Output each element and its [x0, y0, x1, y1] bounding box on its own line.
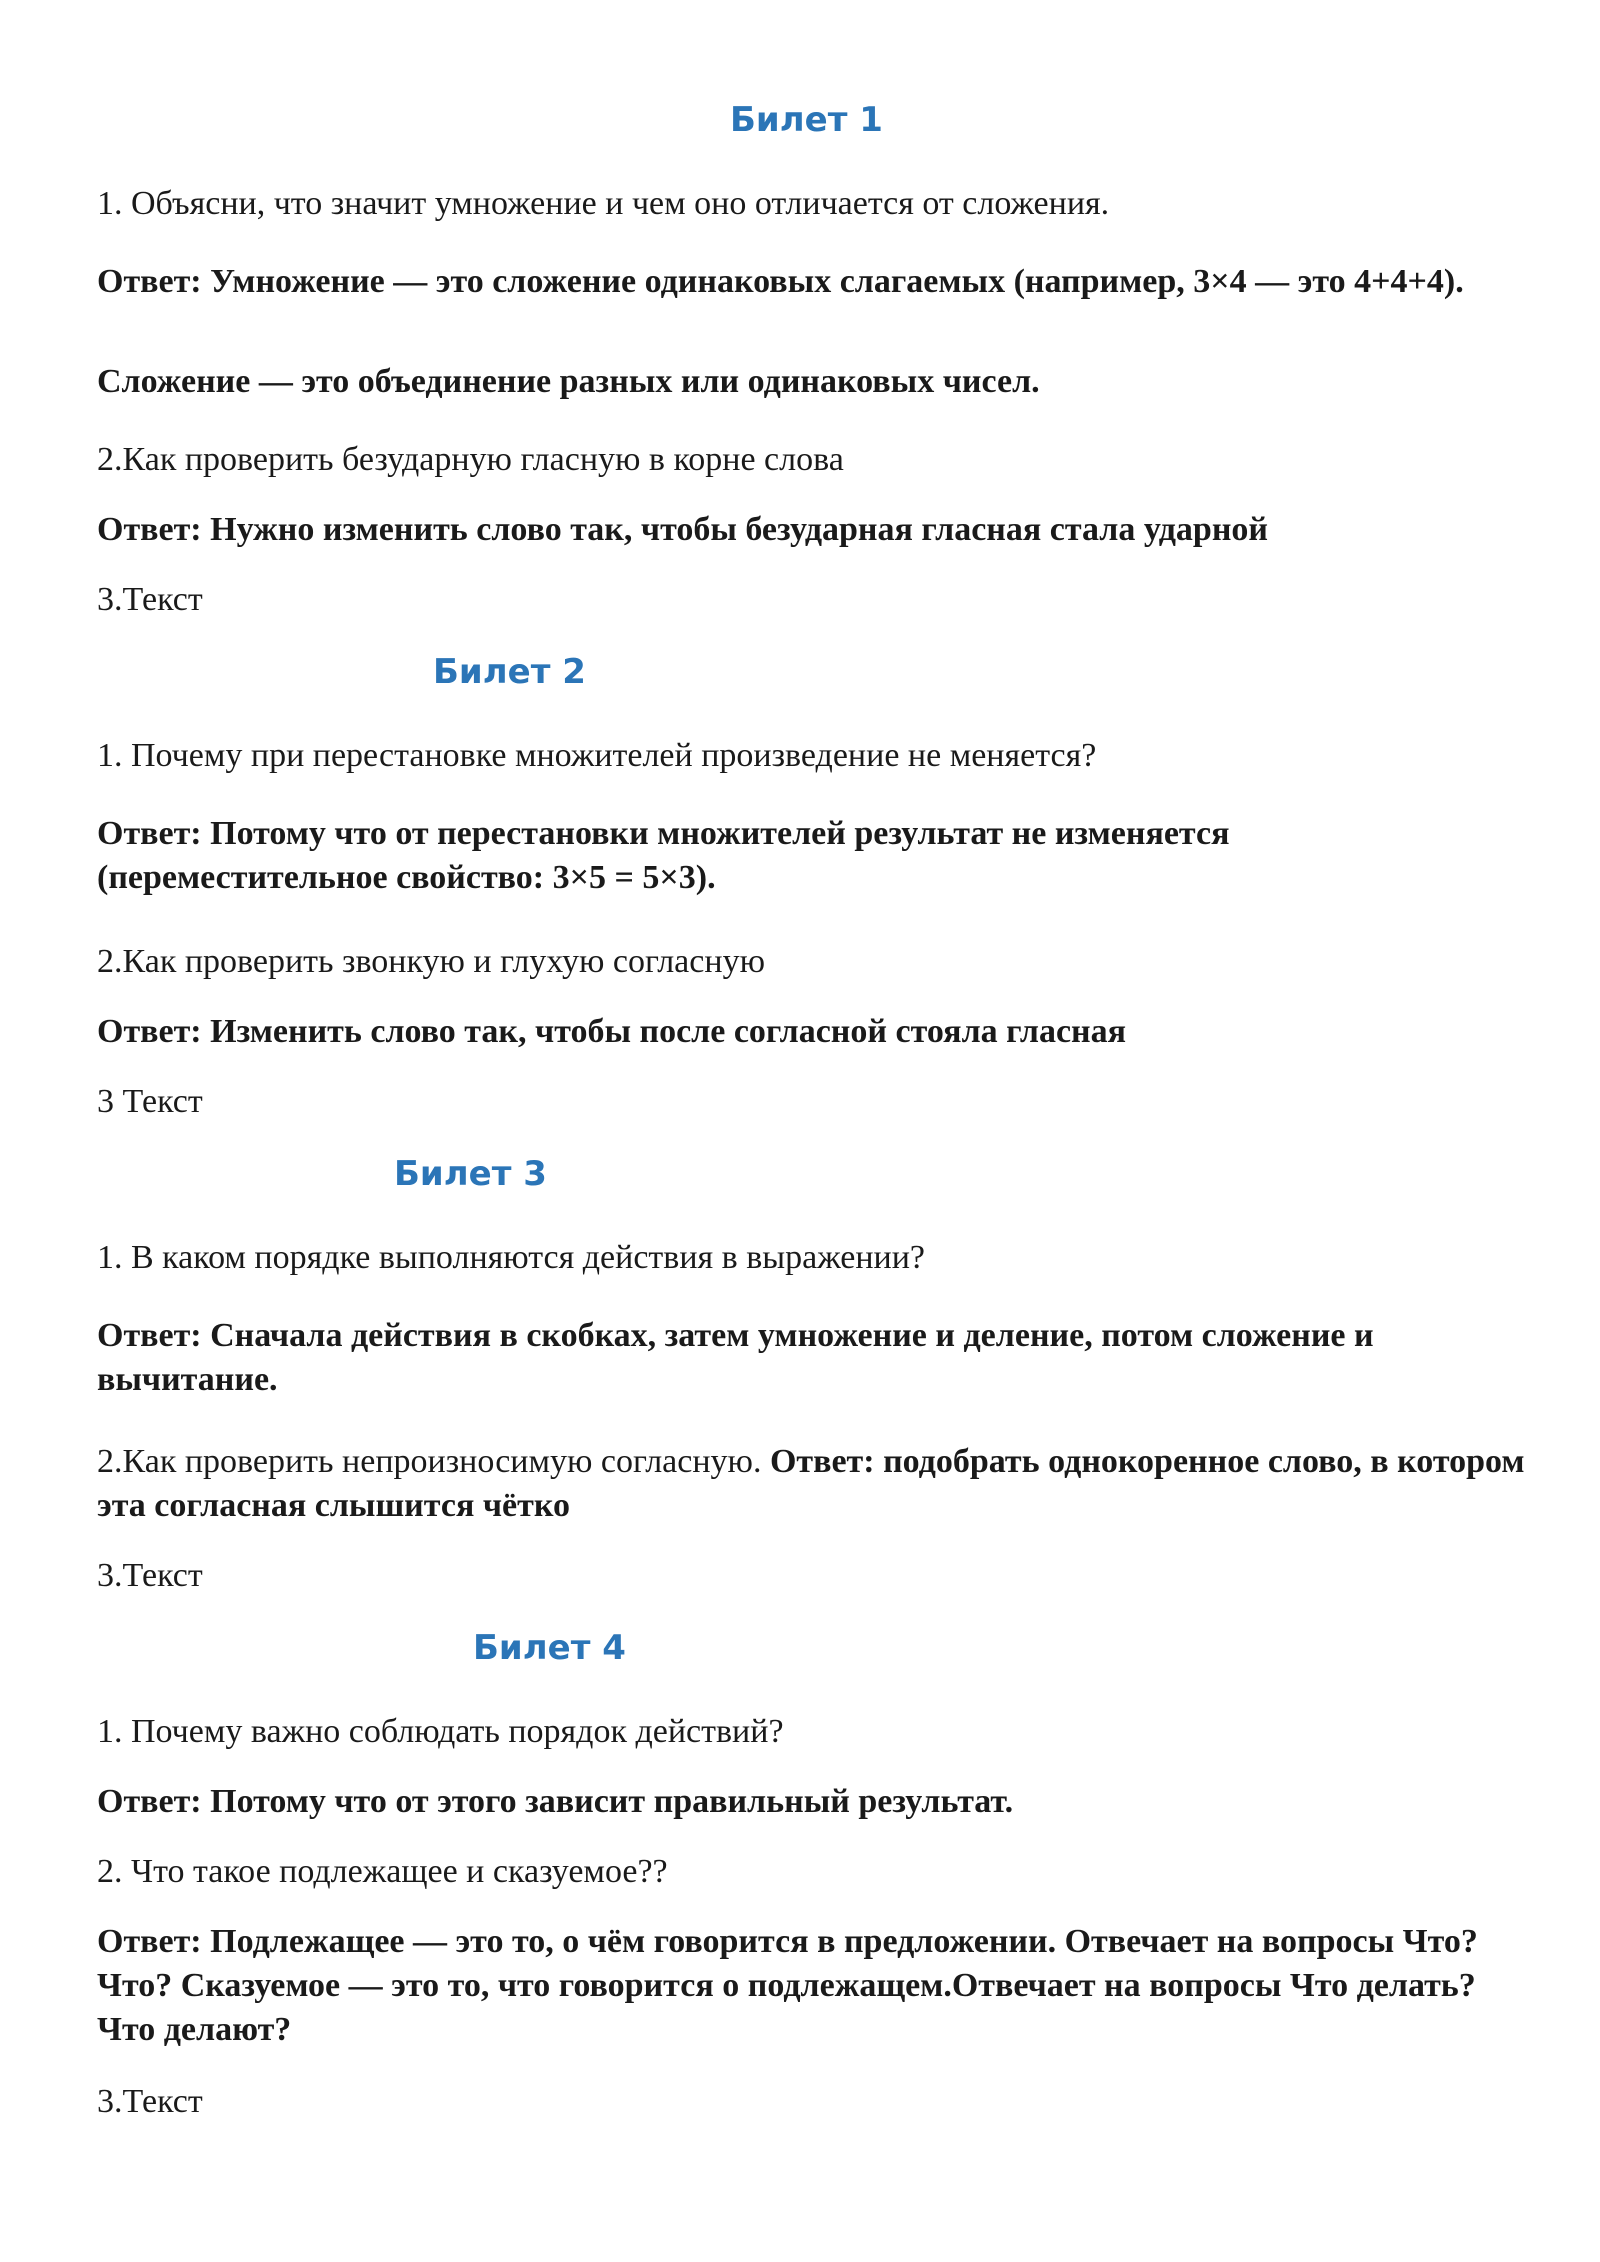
ticket-3-title: Билет 3: [394, 1154, 547, 1194]
ticket-4-question-1: 1. Почему важно соблюдать порядок действий?: [97, 1713, 784, 1750]
ticket-4-question-3: 3.Текст: [97, 2083, 203, 2120]
ticket-3-question-2-block: [97, 1440, 1537, 1528]
ticket-3-answer-2: Ответ: подобрать однокоренное слово, в котором эта согласная слышится чётко: [97, 1443, 1525, 1524]
ticket-4-title: Билет 4: [473, 1628, 626, 1668]
ticket-2-answer-1: Ответ: Потому что от перестановки множителей результат не изменяется (переместительное свойство: 3×5 = 5×3).: [97, 815, 1230, 896]
ticket-1-answer-1-continued: Сложение — это объединение разных или одинаковых чисел.: [97, 363, 1040, 400]
ticket-2-question-2: 2.Как проверить звонкую и глухую согласную: [97, 943, 765, 980]
ticket-3-question-1: 1. В каком порядке выполняются действия в выражении?: [97, 1239, 926, 1276]
ticket-1-answer-1: Ответ: Умножение — это сложение одинаковых слагаемых (например, 3×4 — это 4+4+4).: [97, 263, 1464, 300]
ticket-1-answer-2: Ответ: Нужно изменить слово так, чтобы безударная гласная стала ударной: [97, 511, 1269, 548]
ticket-4-question-2: 2. Что такое подлежащее и сказуемое??: [97, 1853, 668, 1890]
ticket-3-question-2: 2.Как проверить непроизносимую согласную.: [97, 1443, 762, 1480]
ticket-2-answer-2: Ответ: Изменить слово так, чтобы после согласной стояла гласная: [97, 1013, 1127, 1050]
ticket-2-question-1: 1. Почему при перестановке множителей произведение не меняется?: [97, 737, 1097, 774]
ticket-4-answer-1: Ответ: Потому что от этого зависит правильный результат.: [97, 1783, 1014, 1820]
ticket-2-question-3: 3 Текст: [97, 1083, 203, 1120]
ticket-1-question-2: 2.Как проверить безударную гласную в корне слова: [97, 441, 844, 478]
ticket-1-question-3: 3.Текст: [97, 581, 203, 618]
ticket-3-question-3: 3.Текст: [97, 1557, 203, 1594]
ticket-3-answer-1: Ответ: Сначала действия в скобках, затем умножение и деление, потом сложение и вычитание.: [97, 1317, 1374, 1398]
ticket-2-title: Билет 2: [433, 652, 586, 692]
ticket-1-title: Билет 1: [730, 100, 883, 140]
ticket-1-question-1: 1. Объясни, что значит умножение и чем оно отличается от сложения.: [97, 185, 1110, 222]
ticket-4-answer-2: Ответ: Подлежащее — это то, о чём говорится в предложении. Отвечает на вопросы Что? Что? Сказуемое — это то, что говорится о подлежащем.Отвечает на вопросы Что делать? Что делают?: [97, 1923, 1478, 2048]
